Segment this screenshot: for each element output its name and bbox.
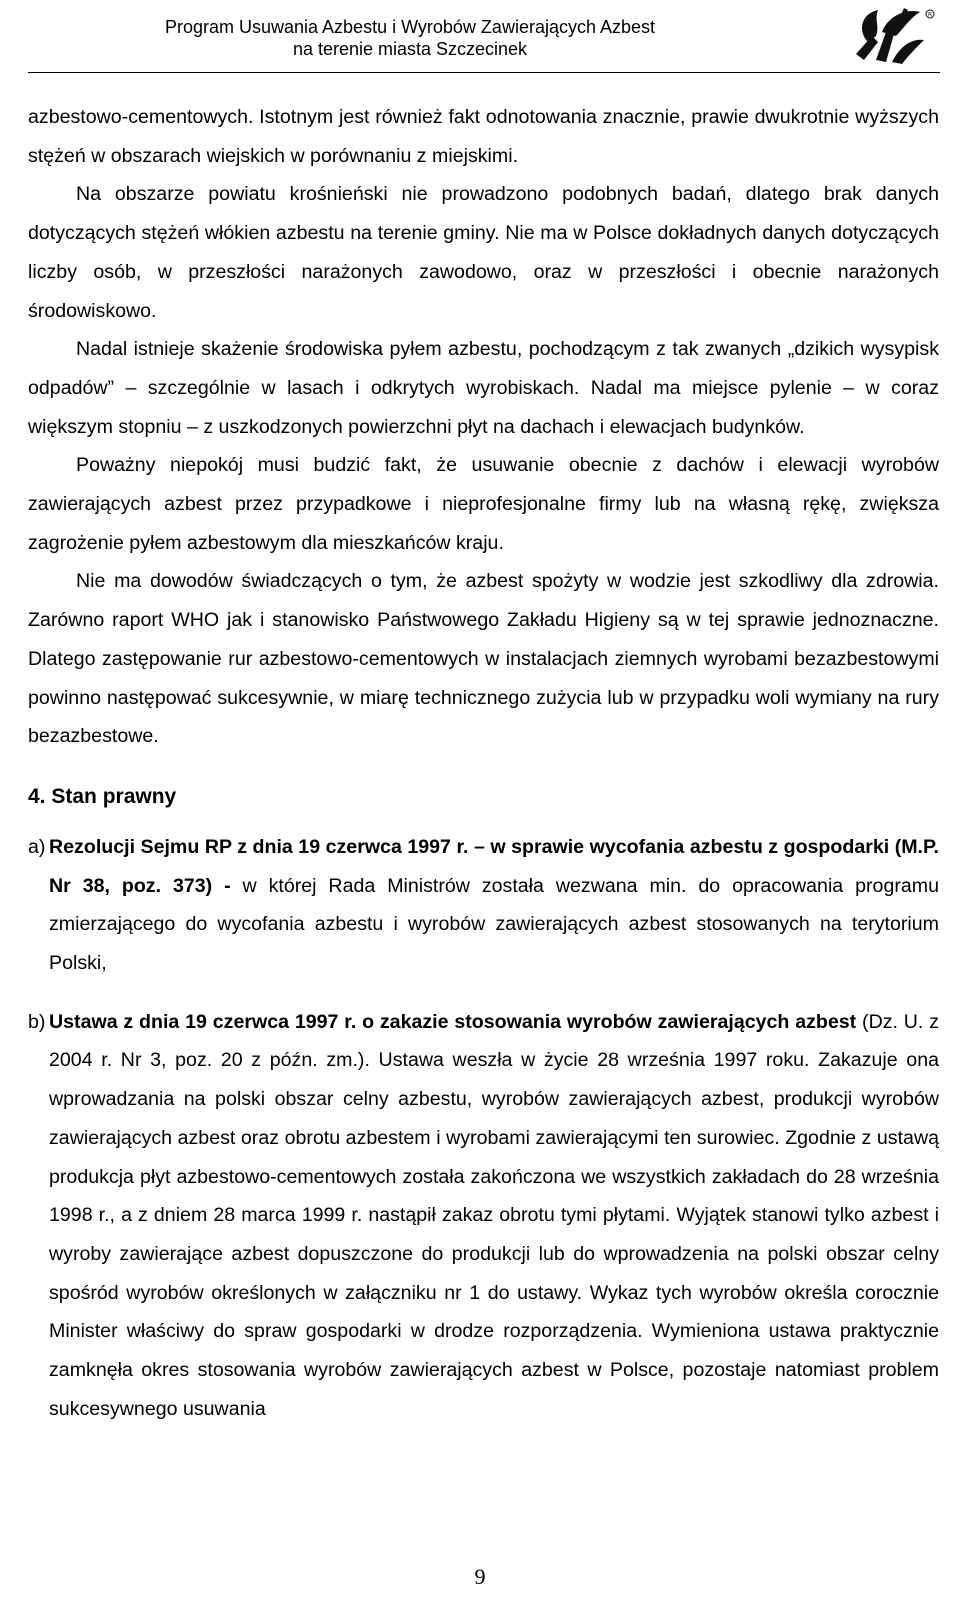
list-item — [28, 1003, 940, 1429]
section-heading: 4. Stan prawny — [28, 784, 177, 808]
paragraph: Poważny niepokój musi budzić fakt, że usuwanie obecnie z dachów i elewacji wyrobów zawierających azbest przez przypadkowe i nieprofesjonalne firmy lub na własną rękę, zwiększa zagrożenie pyłem azbestowym dla mieszkańców kraju. — [28, 454, 939, 554]
list-item-text: w której Rada Ministrów została wezwana min. do opracowania programu zmierzającego do wycofania azbestu i wyrobów zawierających azbest stosowanych na terytorium Polski, — [49, 874, 939, 975]
paragraph: azbestowo-cementowych. Istotnym jest również fakt odnotowania znacznie, prawie dwukrotnie wyższych stężeń w obszarach wiejskich w porównaniu z miejskimi. — [28, 106, 939, 167]
list-marker: b) — [28, 1010, 46, 1033]
svg-text:R: R — [928, 11, 933, 19]
header-divider — [28, 72, 940, 73]
paragraph: Nie ma dowodów świadczących o tym, że azbest spożyty w wodzie jest szkodliwy dla zdrowia. Zarówno raport WHO jak i stanowisko Państwowego Zakładu Higieny są w tej sprawie jednoznaczne. Dlatego zastępowanie rur azbestowo-cementowych w instalacjach ziemnych wyrobami bezazbestowymi powinno następować sukcesywnie, w miarę technicznego zużycia lub w przypadku woli wymiany na rury bezazbestowe. — [28, 570, 939, 748]
page-header — [0, 0, 960, 84]
list-item-text: (Dz. U. z 2004 r. Nr 3, poz. 20 z późn. zm.). Ustawa weszła w życie 28 września 1997 roku. Zakazuje ona wprowadzania na polski obszar celny azbestu, wyrobów zawierających azbest, produkcji wyrobów zawierających azbest oraz obrotu azbestem i wyrobami zawierającymi ten surowiec. Zgodnie z ustawą produkcja płyt azbestowo-cementowych została zakończona we wszystkich zakładach do 28 września 1998 r., a z dniem 28 marca 1999 r. nastąpił zakaz obrotu tymi płytami. Wyjątek stanowi tylko azbest i wyroby zawierające azbest dopuszczone do produkcji lub do wprowadzenia na polski obszar celny spośród wyrobów określonych w załączniku nr 1 do ustawy. Wykaz tych wyrobów określa corocznie Minister właściwy do spraw gospodarki w drodze rozporządzenia. Wymieniona ustawa praktycznie zamknęła okres stosowania wyrobów zawierających azbest w Polsce, pozostaje natomiast problem sukcesywnego usuwania — [49, 1010, 940, 1420]
document-body — [28, 98, 939, 1449]
list-item — [28, 828, 939, 983]
header-title-line-1: Program Usuwania Azbestu i Wyrobów Zawierających Azbest — [164, 17, 656, 37]
header-title — [110, 16, 710, 60]
header-title-line-2: na terenie miasta Szczecinek — [292, 39, 528, 59]
paragraph: Na obszarze powiatu krośnieński nie prowadzono podobnych badań, dlatego brak danych dotyczących stężeń włókien azbestu na terenie gminy. Nie ma w Polsce dokładnych danych dotyczących liczby osób, w przeszłości narażonych zawodowo, oraz w przeszłości i obecnie narażonych środowiskowo. — [28, 183, 939, 322]
eco-logo-icon — [838, 2, 938, 68]
page-number: 9 — [474, 1564, 486, 1589]
list-item-bold-text: Ustawa z dnia 19 czerwca 1997 r. o zakazie stosowania wyrobów zawierających azbest — [49, 1010, 857, 1033]
paragraph: Nadal istnieje skażenie środowiska pyłem azbestu, pochodzącym z tak zwanych „dzikich wysypisk odpadów” – szczególnie w lasach i odkrytych wyrobiskach. Nadal ma miejsce pylenie – w coraz większym stopniu – z uszkodzonych powierzchni płyt na dachach i elewacjach budynków. — [28, 338, 939, 438]
list-item-bold-text: Rezolucji Sejmu RP z dnia 19 czerwca 1997 r. – w sprawie wycofania azbestu z gospodarki (M.P. Nr 38, poz. 373) - — [49, 835, 939, 897]
list-marker: a) — [28, 835, 46, 858]
